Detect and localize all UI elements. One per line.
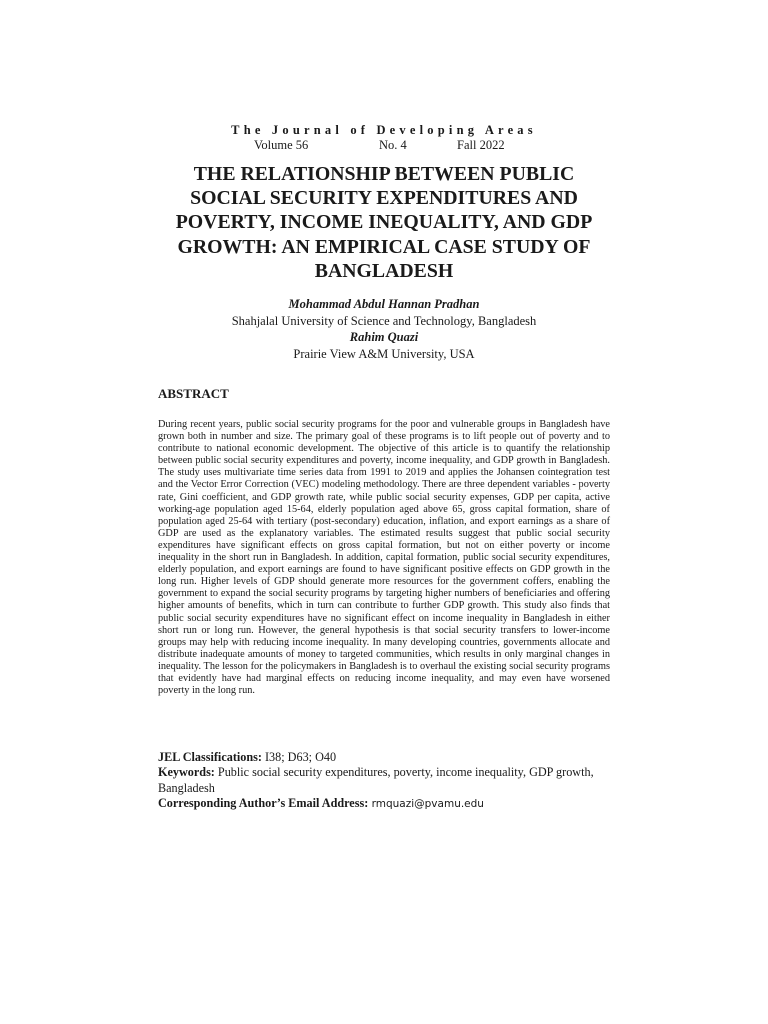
issue-number: No. 4 bbox=[379, 138, 407, 152]
author-name: Rahim Quazi bbox=[349, 330, 419, 344]
author-affiliation: Prairie View A&M University, USA bbox=[293, 346, 475, 361]
journal-name: The Journal of Developing Areas bbox=[231, 123, 537, 137]
title-line: SOCIAL SECURITY EXPENDITURES AND bbox=[190, 187, 578, 210]
author-affiliation: Shahjalal University of Science and Technology, Bangladesh bbox=[231, 313, 537, 328]
title-line: BANGLADESH bbox=[314, 259, 454, 282]
title-line: THE RELATIONSHIP BETWEEN PUBLIC bbox=[193, 163, 575, 185]
issue-season: Fall 2022 bbox=[457, 138, 505, 152]
keywords bbox=[158, 765, 610, 796]
corresponding-email bbox=[158, 796, 610, 812]
abstract-text: During recent years, public social security programs for the poor and vulnerable groups in Bangladesh have grown both in number and size. The primary goal of these programs is to lift people out of poverty and to contribute to national economic development. The objective of this article is to quantify the relationship between public social security expenditures and poverty, income inequality, and GDP growth in Bangladesh. The study uses multivariate time series data from 1991 to 2019 and applies the Johansen cointegration test and the Vector Error Correction (VEC) modeling methodology. There are three dependent variables - poverty rate, Gini coefficient, and GDP growth rate, while public social security expenses, GDP per capita, active working-age population aged 15-64, elderly population aged above 65, gross capital formation, share of population aged 25-64 with tertiary (post-secondary) education, inflation, and export earnings as a share of GDP are used as the explanatory variables. The estimated results suggest that public social security expenditures have significant effects on gross capital formation, but not on either poverty or income inequality in the short run in Bangladesh. In addition, capital formation, public social security expenditures, elderly population, and export earnings are found to have significant positive effects on GDP growth in the long run. Higher levels of GDP should generate more resources for the government coffers, enabling the government to expand the social security programs by targeting higher numbers of beneficiaries and offering higher amounts of benefits, which in turn can contribute to further GDP growth. This study also finds that public social security expenditures have no significant effect on income inequality in Bangladesh in either short run or long run. However, the general hypothesis is that social security transfers to lower-income groups may help with reducing income inequality. In many developing countries, governments allocate and distribute inadequate amounts of money to targeted communities, which results in only marginal changes in inequality. The lesson for the policymakers in Bangladesh is to overhaul the existing social security programs that evidently have had marginal effects on reducing income inequality, and may even have worsened poverty in the long run. bbox=[158, 419, 610, 697]
email-address[interactable]: rmquazi@pvamu.edu bbox=[368, 797, 484, 810]
author-block bbox=[0, 296, 768, 362]
keywords-value: Public social security expenditures, poverty, income inequality, GDP growth, Bangladesh bbox=[158, 765, 594, 795]
volume-number: Volume 56 bbox=[254, 138, 309, 152]
jel-label: JEL Classifications: bbox=[158, 750, 262, 764]
jel-classifications bbox=[158, 750, 610, 765]
issue-info-row bbox=[0, 138, 768, 154]
article-title bbox=[150, 162, 618, 283]
title-line: GROWTH: AN EMPIRICAL CASE STUDY OF bbox=[177, 235, 591, 258]
title-line: POVERTY, INCOME INEQUALITY, AND GDP bbox=[175, 211, 593, 234]
jel-value: I38; D63; O40 bbox=[261, 750, 337, 764]
abstract-heading: ABSTRACT bbox=[158, 386, 229, 401]
keywords-label: Keywords: bbox=[158, 765, 215, 780]
author-name: Mohammad Abdul Hannan Pradhan bbox=[288, 297, 480, 311]
email-label: Corresponding Author’s Email Address: bbox=[158, 795, 369, 810]
article-metadata bbox=[158, 750, 610, 812]
